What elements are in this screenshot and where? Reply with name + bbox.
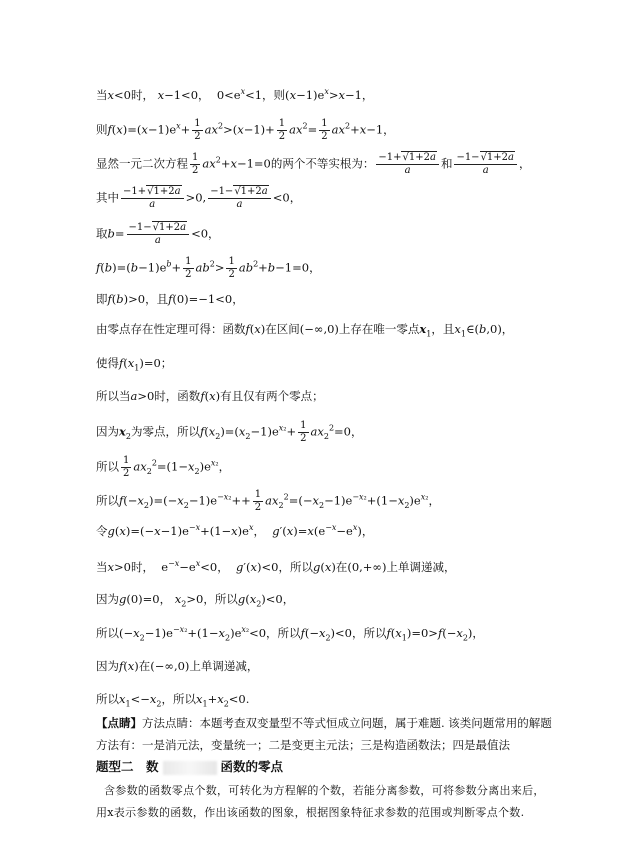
- solution-line-11: 因为$x_2$为零点，所以$f(x_2)=(x_2-1)e^{x_2}+$ $\frac{1}{2}$ $ax_2^2=0$，: [96, 420, 363, 444]
- solution-line-3: 显然一元二次方程 $\frac{1}{2}$ $ax^2+x-1=0$的两个不等实根为： $\frac{-1+√1+2a}{a}$ 和 $\frac{-1-√1+2a}{a}$ ，: [96, 152, 531, 176]
- note-line-2: [96, 804, 524, 822]
- section-title-right: 函数的零点: [220, 759, 284, 774]
- solution-line-12: 所以 $\frac{1}{2}$ $ax_2^2=(1-x_2)e^{x_2}$，: [96, 455, 231, 479]
- section-heading: [96, 758, 283, 776]
- solution-line-16: 因为g(0)=0， $x_2>0$，所以$g(x_2)<0$，: [96, 592, 295, 609]
- solution-line-14: 令$g(x)=(-x-1)e^{-x}+(1-x)e^x$， $g'(x)=x(e^{-x}-e^x)$，: [96, 523, 374, 538]
- solution-line-19: 所以$x_1<-x_2$，所以$x_1+x_2<0$.: [96, 692, 250, 709]
- solution-line-1: 当x<0时， x−1<0， $0<e^x<1$，则$(x-1)e^x>x-1$，: [96, 87, 374, 102]
- note-line-1: [104, 782, 545, 800]
- solution-line-13: 所以$f(-x_2)=(-x_2-1)e^{-x_2}++$ $\frac{1}{2}$ $ax_2^2=(-x_2-1)e^{-x_2}+(1-x_2)e^{x_2}$，: [96, 489, 440, 513]
- solution-line-8: 由零点存在性定理可得：函数f(x)在区间(−∞,0)上存在唯一零点$x_1$，且$x_1\in(b,0)$，: [96, 322, 514, 339]
- note-text-1: 含参数的函数零点个数，可转化为方程解的个数，若能分离参数，可将参数分离出来后，: [104, 784, 545, 797]
- watermark-blur: [163, 761, 217, 775]
- tip-line-1: [96, 714, 552, 732]
- solution-line-2: 则$f(x)=(x-1)e^x+$ $\frac{1}{2}$ $ax^2>(x-1)+$ $\frac{1}{2}$ $ax^2=$ $\frac{1}{2}$ $ax^2+x-1$，: [96, 118, 395, 142]
- solution-line-5: 取b= $\frac{-1-√1+2a}{a}$ <0，: [96, 222, 220, 246]
- section-title-left: 题型二 数: [96, 759, 159, 774]
- solution-line-17: 所以$(-x_2-1)e^{-x_2}+(1-x_2)e^{x_2}<0$，所以$f(-x_2)<0$，所以$f(x_1)=0>f(-x_2)$，: [96, 625, 484, 643]
- solution-line-10: 所以当a>0时，函数f(x)有且仅有两个零点；: [96, 389, 324, 403]
- solution-line-6: $f(b)=(b-1)e^b+$ $\frac{1}{2}$ $ab^2>$ $\frac{1}{2}$ $ab^2+b-1=0$，: [96, 256, 321, 280]
- solution-line-9: 使得$f(x_1)=0$；: [96, 356, 173, 373]
- tip-line-2: [96, 736, 510, 754]
- tip-text-1: 方法点睛：本题考查双变量型不等式恒成立问题，属于难题. 该类问题常用的解题: [142, 716, 552, 730]
- note-text-2: 用x表示参数的函数，作出该函数的图象，根据图象特征求参数的范围或判断零点个数.: [96, 806, 525, 819]
- solution-line-4: 其中 $\frac{-1+√1+2a}{a}$ >0, $\frac{-1-√1+2a}{a}$ <0，: [96, 186, 302, 210]
- tip-text-2: 方法有：一是消元法，变量统一；二是变更主元法；三是构造函数法；四是最值法: [96, 738, 510, 752]
- tip-tag: 【点睛】: [96, 716, 142, 730]
- solution-line-7: 即f(b)>0，且f(0)=−1<0，: [96, 292, 244, 306]
- solution-line-18: 因为f(x)在(−∞,0)上单调递减，: [96, 659, 259, 673]
- solution-line-15: 当x>0时， $e^{-x}-e^x<0$， g′(x)<0，所以g(x)在(0,+∞)上单调递减，: [96, 559, 456, 574]
